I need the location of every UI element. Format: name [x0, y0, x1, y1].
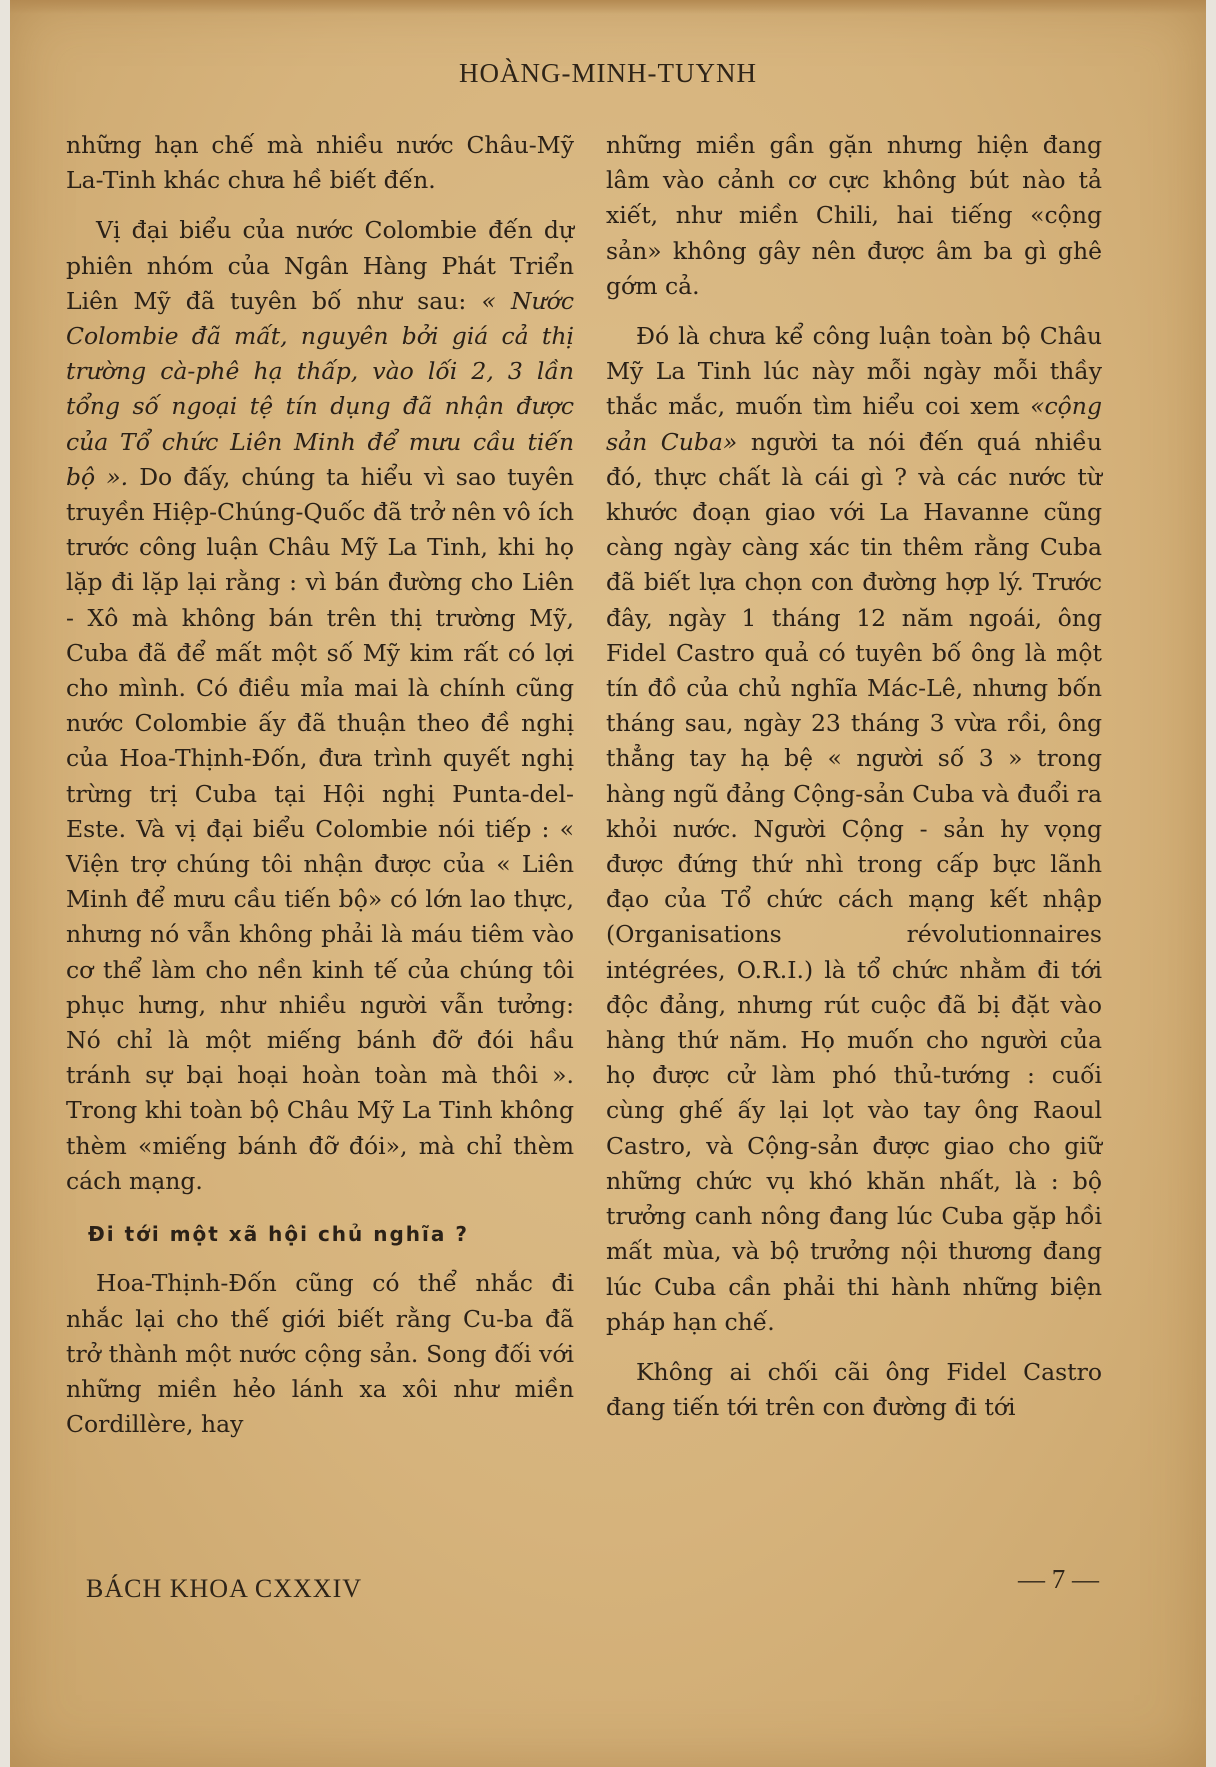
left-column [66, 128, 574, 1457]
paragraph-text: người ta nói đến quá nhiều đó, thực chất là cái gì ? và các nước từ khước đoạn giao với La Havanne cũng càng ngày càng xác tin thêm rằng Cuba đã biết lựa chọn con đường hợp lý. Trước đây, ngày 1 tháng 12 năm ngoái, ông Fidel Castro quả có tuyên bố ông là một tín đồ của chủ nghĩa Mác-Lê, nhưng bốn tháng sau, ngày 23 tháng 3 vừa rồi, ông thẳng tay hạ bệ « người số 3 » trong hàng ngũ đảng Cộng-sản Cuba và đuổi ra khỏi nước. Người Cộng - sản hy vọng được đứng thứ nhì trong cấp bực lãnh đạo của Tổ chức cách mạng kết nhập (Organisations révolutionnaires intégrées, O.R.I.) là tổ chức nhằm đi tới độc đảng, nhưng rút cuộc đã bị đặt vào hàng thứ năm. Họ muốn cho người của họ được cử làm phó thủ-tướng : cuối cùng ghế ấy lại lọt vào tay ông Raoul Castro, và Cộng-sản được giao cho giữ những chức vụ khó khăn nhất, là : bộ trưởng canh nông đang lúc Cuba gặp hồi mất mùa, và bộ trưởng nội thương đang lúc Cuba cần phải thi hành những biện pháp hạn chế. [606, 427, 1102, 1336]
quotation: « Nước Colombie đã mất, nguyên bởi giá cả thị trường cà-phê hạ thấp, vào lối 2, 3 lần tổng số ngoại tệ tín dụng đã nhận được của Tổ chức Liên Minh để mưu cầu tiến bộ ». [66, 286, 574, 491]
paragraph: Không ai chối cãi ông Fidel Castro đang tiến tới trên con đường đi tới [606, 1357, 1102, 1422]
paragraph: Hoa-Thịnh-Đốn cũng có thể nhắc đi nhắc lại cho thế giới biết rằng Cu-ba đã trở thành một nước cộng sản. Song đối với những miền hẻo lánh xa xôi như miền Cordillère, hay [66, 1269, 574, 1439]
page-number: — 7 — [1018, 1564, 1099, 1594]
paragraph-text: Do đấy, chúng ta hiểu vì sao tuyên truyền Hiệp-Chúng-Quốc đã trở nên vô ích trước công luận Châu Mỹ La Tinh, khi họ lặp đi lặp lại rằng : vì bán đường cho Liên - Xô mà không bán trên thị trường Mỹ, Cuba đã để mất một số Mỹ kim rất có lợi cho mình. Có điều mỉa mai là chính cũng nước Colombie ấy đã thuận theo đề nghị của Hoa-Thịnh-Đốn, đưa trình quyết nghị trừng trị Cuba tại Hội nghị Punta-del-Este. Và vị đại biểu Colombie nói tiếp : « Viện trợ chúng tôi nhận được của « Liên Minh để mưu cầu tiến bộ» có lớn lao thực, nhưng nó vẫn không phải là máu tiêm vào cơ thể làm cho nền kinh tế của chúng tôi phục hưng, như nhiều người vẫn tưởng: Nó chỉ là một miếng bánh đỡ đói hầu tránh sự bại hoại hoàn toàn mà thôi ». Trong khi toàn bộ Châu Mỹ La Tinh không thèm «miếng bánh đỡ đói», mà chỉ thèm cách mạng. [66, 462, 575, 1195]
book-page [10, 0, 1206, 1767]
paragraph: những miền gần gặn nhưng hiện đang lâm vào cảnh cơ cực không bút nào tả xiết, như miền Chili, hai tiếng «cộng sản» không gây nên được âm ba gì ghê gớm cả. [606, 131, 1102, 300]
section-heading: Đi tới một xã hội chủ nghĩa ? [88, 1222, 469, 1247]
paragraph: những hạn chế mà nhiều nước Châu-Mỹ La-Tinh khác chưa hề biết đến. [66, 131, 574, 195]
paragraph-text: Vị đại biểu của nước Colombie đến dự phiên nhóm của Ngân Hàng Phát Triển Liên Mỹ đã tuyên bố như sau: [66, 216, 574, 315]
publication-footer: BÁCH KHOA CXXXIV [86, 1574, 363, 1603]
right-column [606, 128, 1102, 1440]
paragraph [606, 319, 1102, 1340]
running-head: HOÀNG-MINH-TUYNH [459, 58, 757, 88]
quotation: «cộng sản Cuba» [606, 392, 1102, 456]
paragraph [66, 213, 574, 1199]
paragraph-text: Đó là chưa kể công luận toàn bộ Châu Mỹ La Tinh lúc này mỗi ngày mỗi thầy thắc mắc, muốn tìm hiểu coi xem [606, 322, 1102, 421]
